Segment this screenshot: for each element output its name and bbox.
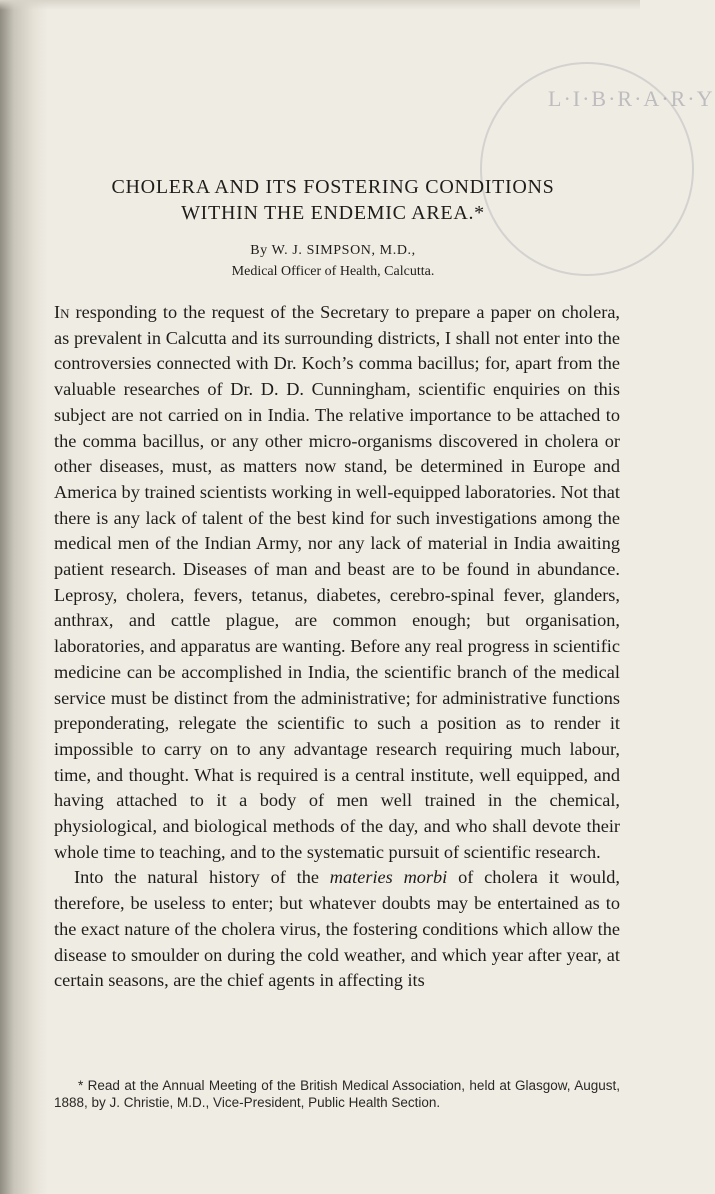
footnote bbox=[54, 1077, 620, 1111]
author-byline: By W. J. SIMPSON, M.D., bbox=[250, 243, 416, 258]
author-affiliation: Medical Officer of Health, Calcutta. bbox=[231, 264, 435, 279]
article-title-line-1: CHOLERA AND ITS FOSTERING CONDITIONS bbox=[111, 176, 555, 198]
paragraph-2-text-end: of cholera it would, therefore, be useless to enter; but whatever doubts may be entertained as to the exact nature of the cholera virus, the fostering conditions which allow the disease to smoulder on during the cold weather, and which year after year, at certain seasons, are the chief agents in affecting its bbox=[54, 867, 620, 991]
opening-word: In bbox=[54, 302, 70, 322]
page-edge-shadow bbox=[0, 0, 48, 1194]
paragraph-1 bbox=[54, 300, 620, 865]
library-stamp-text: L·I·B·R·A·R·Y bbox=[548, 86, 715, 111]
article-title-line-2: WITHIN THE ENDEMIC AREA.* bbox=[181, 202, 485, 224]
footnote-text: * Read at the Annual Meeting of the British Medical Association, held at Glasgow, August, 1888, by J. Christie, M.D., Vice-President, Public Health Section. bbox=[54, 1078, 620, 1110]
paragraph-2 bbox=[54, 865, 620, 994]
paragraph-2-text-start: Into the natural history of the bbox=[74, 867, 330, 888]
article-body bbox=[54, 300, 620, 994]
paragraph-2-italic-term: materies morbi bbox=[329, 867, 448, 888]
page-top-shading bbox=[0, 0, 640, 10]
paragraph-1-text: responding to the request of the Secretary to prepare a paper on cholera, as prevalent in Calcutta and its surrounding districts, I shall not enter into the controversies connected with Dr. Koch’s comma bacillus; for, apart from the valuable researches of Dr. D. D. Cunningham, scientific enquiries on this subject are not carried on in India. The relative importance to be attached to the comma bacillus, or any other micro-organisms discovered in cholera or other diseases, must, as matters now stand, be determined in Europe and America by trained scientists working in well-equipped laboratories. Not that there is any lack of talent of the best kind for such investigations among the medical men of the Indian Army, nor any lack of material in India awaiting patient research. Diseases of man and beast are to be found in abundance. Leprosy, cholera, fevers, tetanus, diabetes, cerebro-spinal fever, glanders, anthrax, and cattle plague, are common enough; but organisation, laboratories, and apparatus are wanting. Before any real progress in scientific medicine can be accomplished in India, the scientific branch of the medical service must be distinct from the administrative; for administrative functions preponderating, relegate the scientific to such a position as to render it impossible to carry on to any advantage research requiring much labour, time, and thought. What is required is a central institute, well equipped, and having attached to it a body of men well trained in the chemical, physiological, and biological methods of the day, and who shall devote their whole time to teaching, and to the systematic pursuit of scientific research. bbox=[54, 302, 620, 862]
